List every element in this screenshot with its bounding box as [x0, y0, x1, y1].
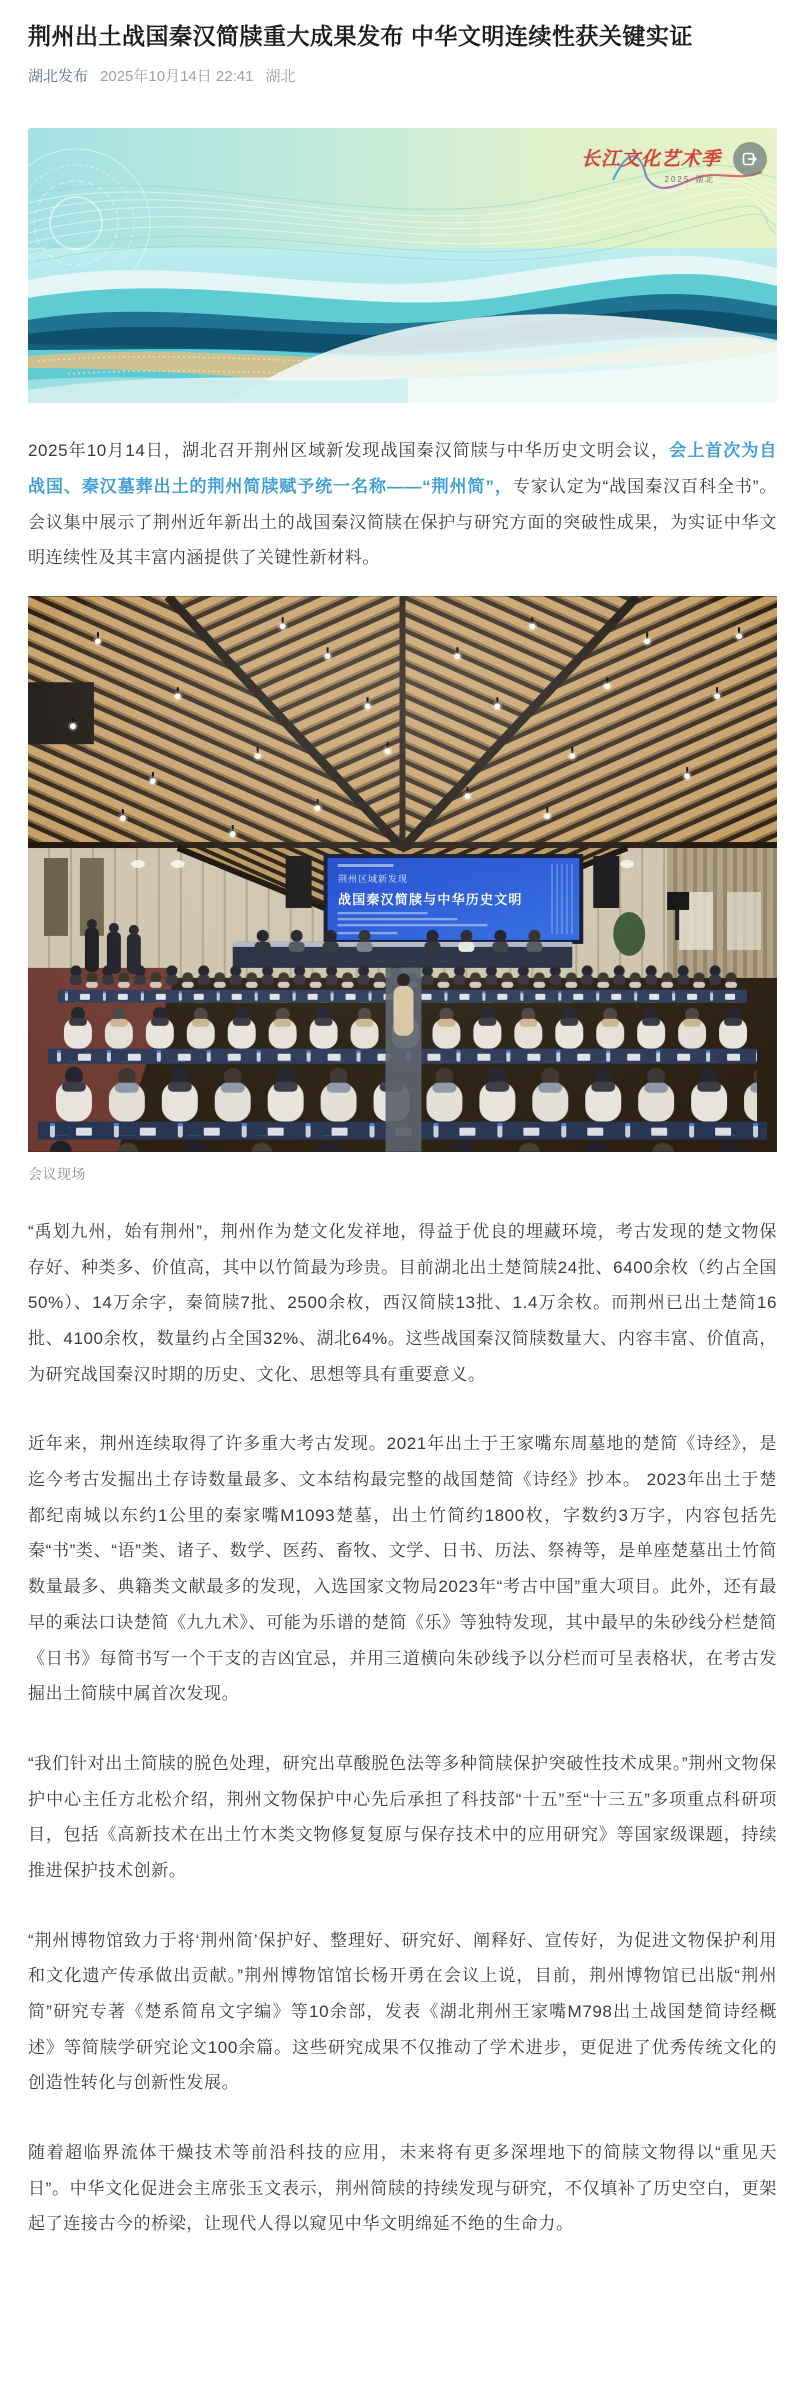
article-paragraph-6: 随着超临界流体干燥技术等前沿科技的应用，未来将有更多深埋地下的简牍文物得以“重见天日”。中华文化促进会主席张玉文表示，荆州简牍的持续发现与研究，不仅填补了历史空白，更架起了连接古今的桥梁，让现代人得以窥见中华文明绵延不绝的生命力。 [28, 2143, 777, 2234]
open-link-glyph [742, 151, 758, 167]
article-paragraph-4: “我们针对出土简牍的脱色处理，研究出草酸脱色法等多种简牍保护突破性技术成果。”荆州文物保护中心主任方北松介绍，荆州文物保护中心先后承担了科技部“十五”至“十三五”多项重点科研项目，包括《高新技术在出土竹木类文物修复复原与保存技术中的应用研究》等国家级课题，持续推进保护技术创新。 [28, 1753, 777, 1880]
article-paragraph-1 [28, 433, 777, 576]
publish-location: 湖北 [265, 68, 296, 86]
banner-logo-title: 长江文化艺术季 [580, 149, 721, 171]
conference-photo[interactable] [28, 596, 777, 1152]
source-account-link[interactable]: 湖北发布 [28, 68, 89, 86]
screen-subtitle: 荆州区域新发现 [338, 873, 409, 884]
conference-art [28, 596, 777, 1152]
conference-figure [28, 596, 777, 1184]
banner-art [28, 128, 777, 403]
p1-rest: 专家认定为“战国秦汉百科全书”。会议集中展示了荆州近年新出土的战国秦汉简牍在保护与研究方面的突破性成果，为实证中华文明连续性及其丰富内涵提供了关键性新材料。 [28, 476, 778, 568]
photo-caption: 会议现场 [28, 1165, 86, 1182]
screen-title: 战国秦汉简牍与中华历史文明 [338, 891, 523, 907]
article-title: 荆州出土战国秦汉简牍重大成果发布 中华文明连续性获关键实证 [28, 23, 693, 49]
banner-image[interactable] [28, 128, 777, 403]
p1-lead: 2025年10月14日，湖北召开荆州区域新发现战国秦汉简牍与中华历史文明会议， [28, 441, 670, 461]
publish-datetime: 2025年10月14日 22:41 [100, 68, 254, 86]
article-meta [28, 65, 777, 86]
open-link-icon[interactable] [733, 142, 767, 176]
article-paragraph-2: “禹划九州，始有荆州”，荆州作为楚文化发祥地，得益于优良的埋藏环境，考古发现的楚文物保存好、种类多、价值高，其中以竹简最为珍贵。目前湖北出土楚简牍24批、6400余枚（约占全国50%）、14万余字，秦简牍7批、2500余枚，西汉简牍13批、1.4万余枚。而荆州已出土楚简16批、4100余枚，数量约占全国32%、湖北64%。这些战国秦汉简牍数量大、内容丰富、价值高，为研究战国秦汉时期的历史、文化、思想等具有重要意义。 [28, 1221, 777, 1384]
article-paragraph-5: “荆州博物馆致力于将‘荆州简’保护好、整理好、研究好、阐释好、宣传好，为促进文物保护利用和文化遗产传承做出贡献。”荆州博物馆馆长杨开勇在会议上说，目前，荆州博物馆已出版“荆州简”研究专著《楚系简帛文字编》等10余部，发表《湖北荆州王家嘴M798出土战国楚简诗经概述》等简牍学研究论文100余篇。这些研究成果不仅推动了学术进步，更促进了优秀传统文化的创造性转化与创新性发展。 [28, 1930, 777, 2093]
banner-logo-subtitle: 2025·湖北 [664, 175, 715, 185]
p1-highlight: 会上首次为自战国、秦汉墓葬出土的荆州简牍赋予统一名称——“荆州简”， [28, 441, 777, 496]
article-paragraph-3: 近年来，荆州连续取得了许多重大考古发现。2021年出土于王家嘴东周墓地的楚简《诗经》，是迄今考古发掘出土存诗数量最多、文本结构最完整的战国楚简《诗经》抄本。 2023年出土于楚都纪南城以东约1公里的秦家嘴M1093楚墓，出土竹简约1800枚，字数约3万字，内容包括先秦“书”类、“语”类、诸子、数学、医药、畜牧、文学、日书、历法、祭祷等，是单座楚墓出土竹简数量最多、典籍类文献最多的发现，入选国家文物局2023年“考古中国”重大项目。此外，还有最早的乘法口诀楚简《九九术》、可能为乐谱的楚简《乐》等独特发现，其中最早的朱砂线分栏楚简《日书》每简书写一个干支的吉凶宜忌，并用三道横向朱砂线予以分栏而可呈表格状，在考古发掘出土简牍中属首次发现。 [28, 1434, 777, 1704]
